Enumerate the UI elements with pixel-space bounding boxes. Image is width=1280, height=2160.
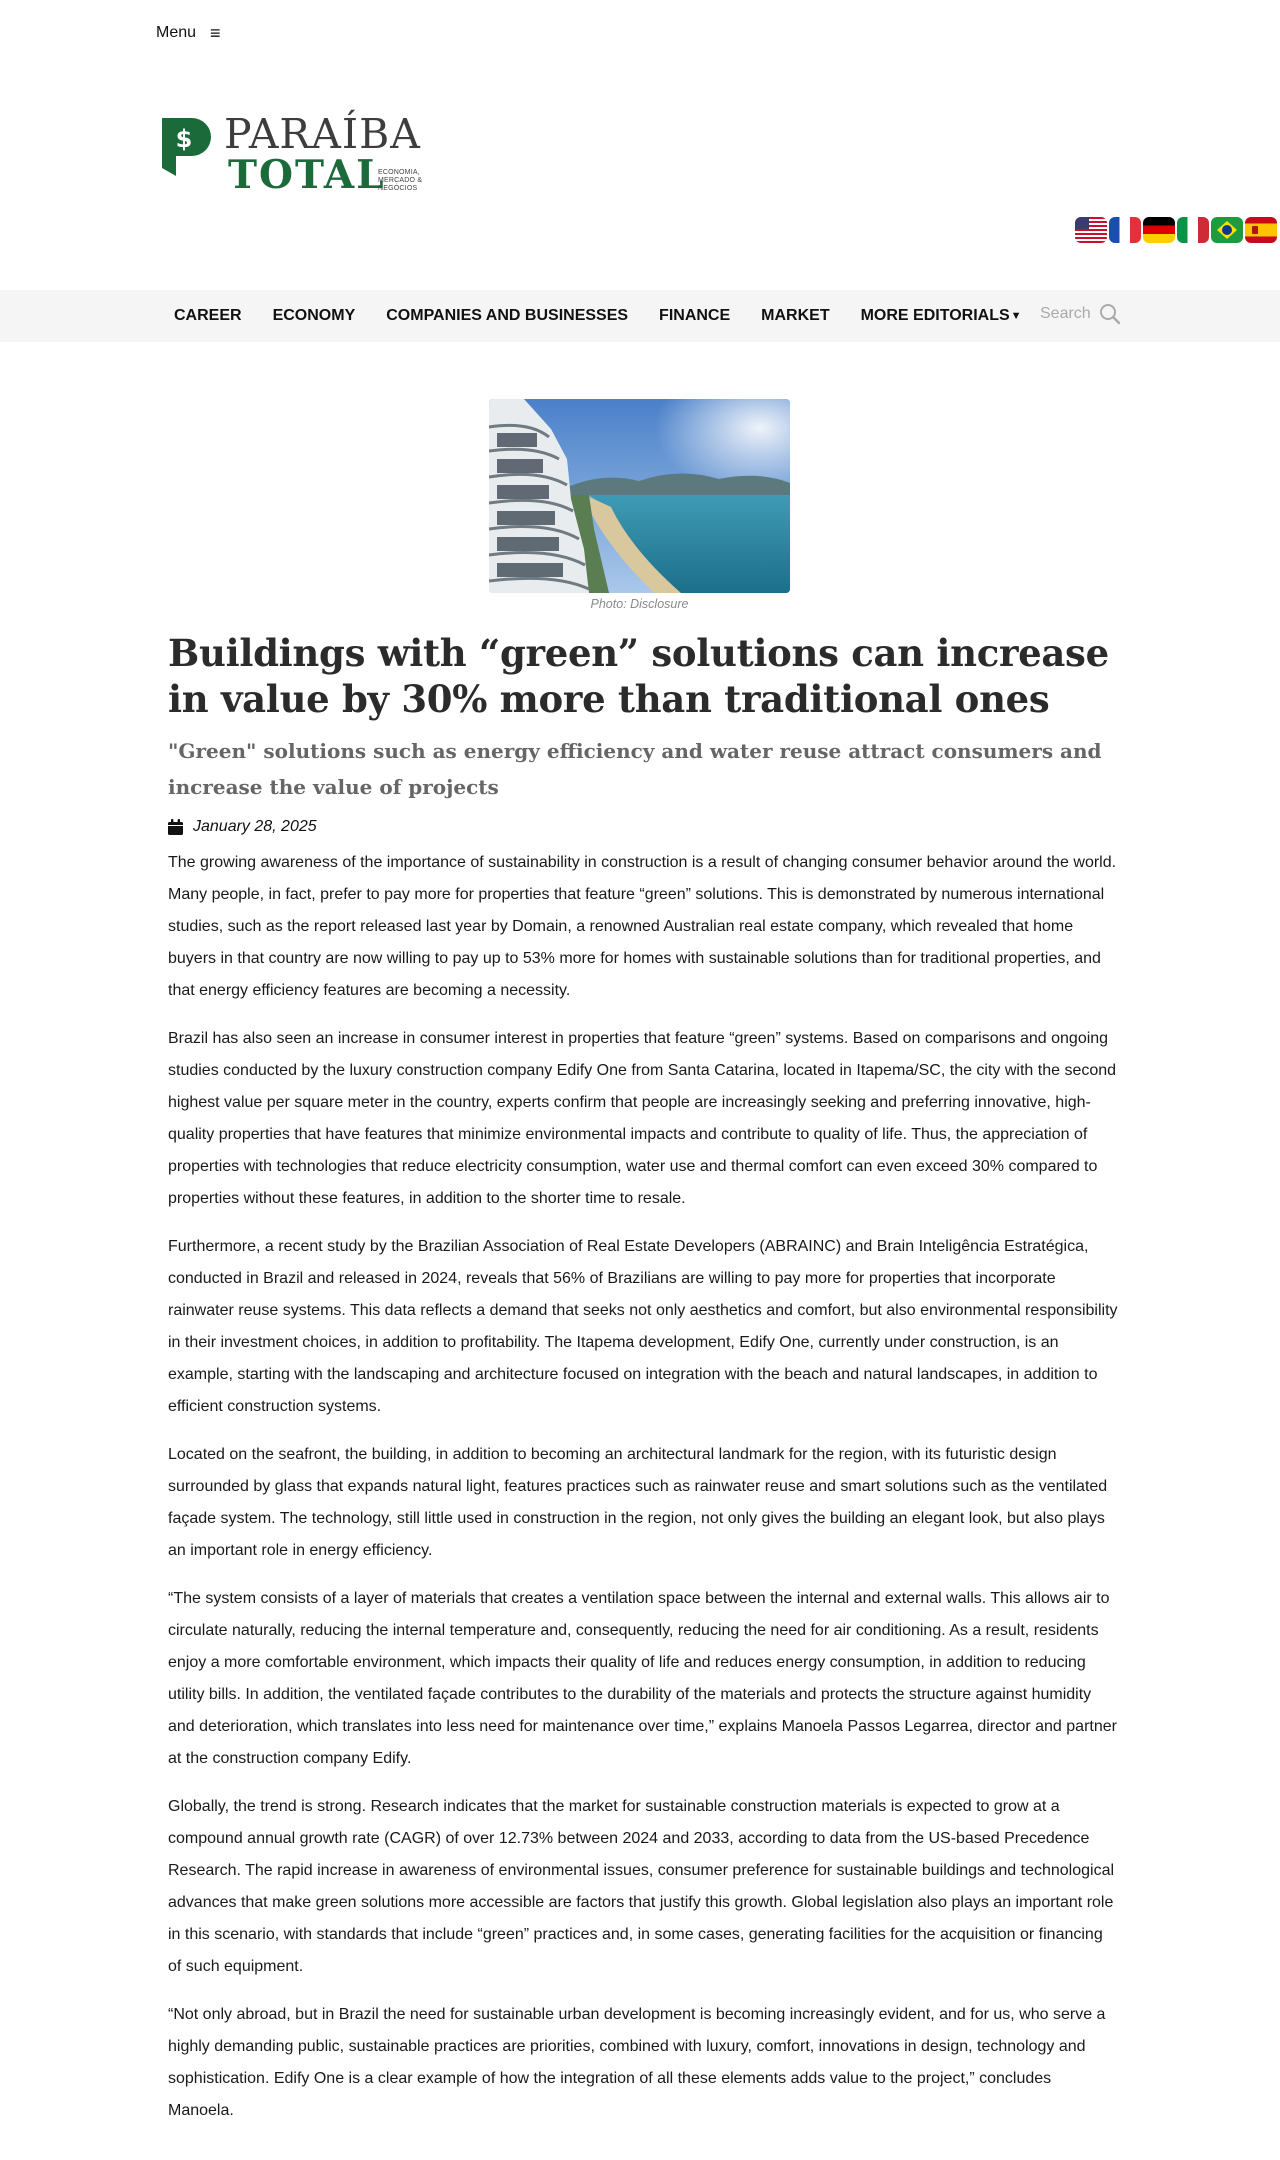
logo-text-paraiba: PARAÍBA xyxy=(224,110,421,158)
nav-item-market[interactable]: MARKET xyxy=(761,307,830,324)
article-paragraph: Brazil has also seen an increase in consumer interest in properties that feature “green” systems. Based on comparisons and ongoing studies conducted by the luxury construction company Edify One from Santa Catarina, located in Itapema/SC, the city with the second highest value per square meter in the country, experts confirm that people are increasingly seeking and preferring innovative, high-quality properties that have features that minimize environmental impacts and contribute to quality of life. Thus, the appreciation of properties with technologies that reduce electricity consumption, water use and thermal comfort can even exceed 30% compared to properties without these features, in addition to the shorter time to resale. xyxy=(168,1030,1117,1207)
language-switcher xyxy=(1075,217,1277,243)
logo-tagline: ECONOMIA, MERCADO & NEGÓCIOS xyxy=(378,169,423,192)
menu-label: Menu xyxy=(156,24,197,41)
menu-toggle[interactable] xyxy=(156,24,221,42)
article-subtitle: "Green" solutions such as energy efficiency and water reuse attract consumers and increase the value of projects xyxy=(168,739,1102,799)
calendar-icon xyxy=(168,819,183,835)
article xyxy=(168,630,1120,2143)
hero-caption: Photo: Disclosure xyxy=(590,597,689,611)
flag-es-icon[interactable] xyxy=(1245,217,1277,243)
flag-it-icon[interactable] xyxy=(1177,217,1209,243)
nav-item-finance[interactable]: FINANCE xyxy=(659,307,731,324)
flag-br-icon[interactable] xyxy=(1211,217,1243,243)
article-date xyxy=(168,818,1120,836)
article-paragraph: Located on the seafront, the building, in addition to becoming an architectural landmark for the region, with its futuristic design surrounded by glass that expands natural light, features practices such as rainwater reuse and smart solutions such as the ventilated façade system. The technology, still little used in construction in the region, not only gives the building an elegant look, but also plays an important role in energy efficiency. xyxy=(168,1446,1108,1559)
article-body xyxy=(168,847,1120,2127)
nav-item-career[interactable]: CAREER xyxy=(174,307,242,324)
hamburger-icon: ≡ xyxy=(210,23,221,43)
article-title: Buildings with “green” solutions can increase in value by 30% more than traditional ones xyxy=(168,631,1109,721)
article-paragraph: Globally, the trend is strong. Research indicates that the market for sustainable construction materials is expected to grow at a compound annual growth rate (CAGR) of over 12.73% between 2024 and 2033, according to data from the US-based Precedence Research. The rapid increase in awareness of environmental issues, consumer preference for sustainable buildings and technological advances that make green solutions more accessible are factors that justify this growth. Global legislation also plays an important role in this scenario, with standards that include “green” practices and, in some cases, generating facilities for the acquisition or financing of such equipment. xyxy=(168,1798,1115,1975)
flag-us-icon[interactable] xyxy=(1075,217,1107,243)
search-box[interactable] xyxy=(1040,303,1121,325)
search-placeholder: Search xyxy=(1040,305,1091,322)
nav-item-companies-and-businesses[interactable]: COMPANIES AND BUSINESSES xyxy=(386,307,629,324)
flag-de-icon[interactable] xyxy=(1143,217,1175,243)
site-logo[interactable] xyxy=(158,110,428,204)
main-navigation xyxy=(0,290,1280,342)
article-paragraph: Furthermore, a recent study by the Brazilian Association of Real Estate Developers (ABRAINC) and Brain Inteligência Estratégica, conducted in Brazil and released in 2024, reveals that 56% of Brazilians are willing to pay more for properties that incorporate rainwater reuse systems. This data reflects a demand that seeks not only aesthetics and comfort, but also environmental responsibility in their investment choices, in addition to profitability. The Itapema development, Edify One, currently under construction, is an example, starting with the landscaping and architecture focused on integration with the beach and natural landscapes, in addition to efficient construction systems. xyxy=(168,1238,1118,1415)
logo-text-total: TOTAL xyxy=(228,152,386,198)
svg-text:$: $ xyxy=(175,125,193,153)
article-paragraph: The growing awareness of the importance of sustainability in construction is a result of changing consumer behavior around the world. Many people, in fact, prefer to pay more for properties that feature “green” solutions. This is demonstrated by numerous international studies, such as the report released last year by Domain, a renowned Australian real estate company, which revealed that home buyers in that country are now willing to pay up to 53% more for homes with sustainable solutions than for traditional properties, and that energy efficiency features are becoming a necessity. xyxy=(168,854,1117,999)
nav-item-economy[interactable]: ECONOMY xyxy=(272,307,356,324)
nav-item-more-editorials[interactable] xyxy=(861,307,1022,325)
article-date-text: January 28, 2025 xyxy=(193,818,317,835)
flag-fr-icon[interactable] xyxy=(1109,217,1141,243)
caret-down-icon: ▼ xyxy=(1010,310,1022,322)
article-paragraph: “The system consists of a layer of materials that creates a ventilation space between the internal and external walls. This allows air to circulate naturally, reducing the internal temperature and, consequently, reducing the need for air conditioning. As a result, residents enjoy a more comfortable environment, which impacts their quality of life and reduces energy consumption, in addition to reducing utility bills. In addition, the ventilated façade contributes to the durability of the materials and protects the structure against humidity and deterioration, which translates into less need for maintenance over time,” explains Manoela Passos Legarrea, director and partner at the construction company Edify. xyxy=(168,1590,1117,1767)
search-icon[interactable] xyxy=(1099,303,1121,325)
article-paragraph: “Not only abroad, but in Brazil the need for sustainable urban development is becoming increasingly evident, and for us, who serve a highly demanding public, sustainable practices are priorities, combined with luxury, comfort, innovations in design, technology and sophistication. Edify One is a clear example of how the integration of all these elements adds value to the project,” concludes Manoela. xyxy=(168,2006,1106,2119)
more-editorials-label: MORE EDITORIALS xyxy=(860,307,1010,324)
logo-mark-icon xyxy=(158,116,212,178)
hero-image xyxy=(489,399,790,593)
